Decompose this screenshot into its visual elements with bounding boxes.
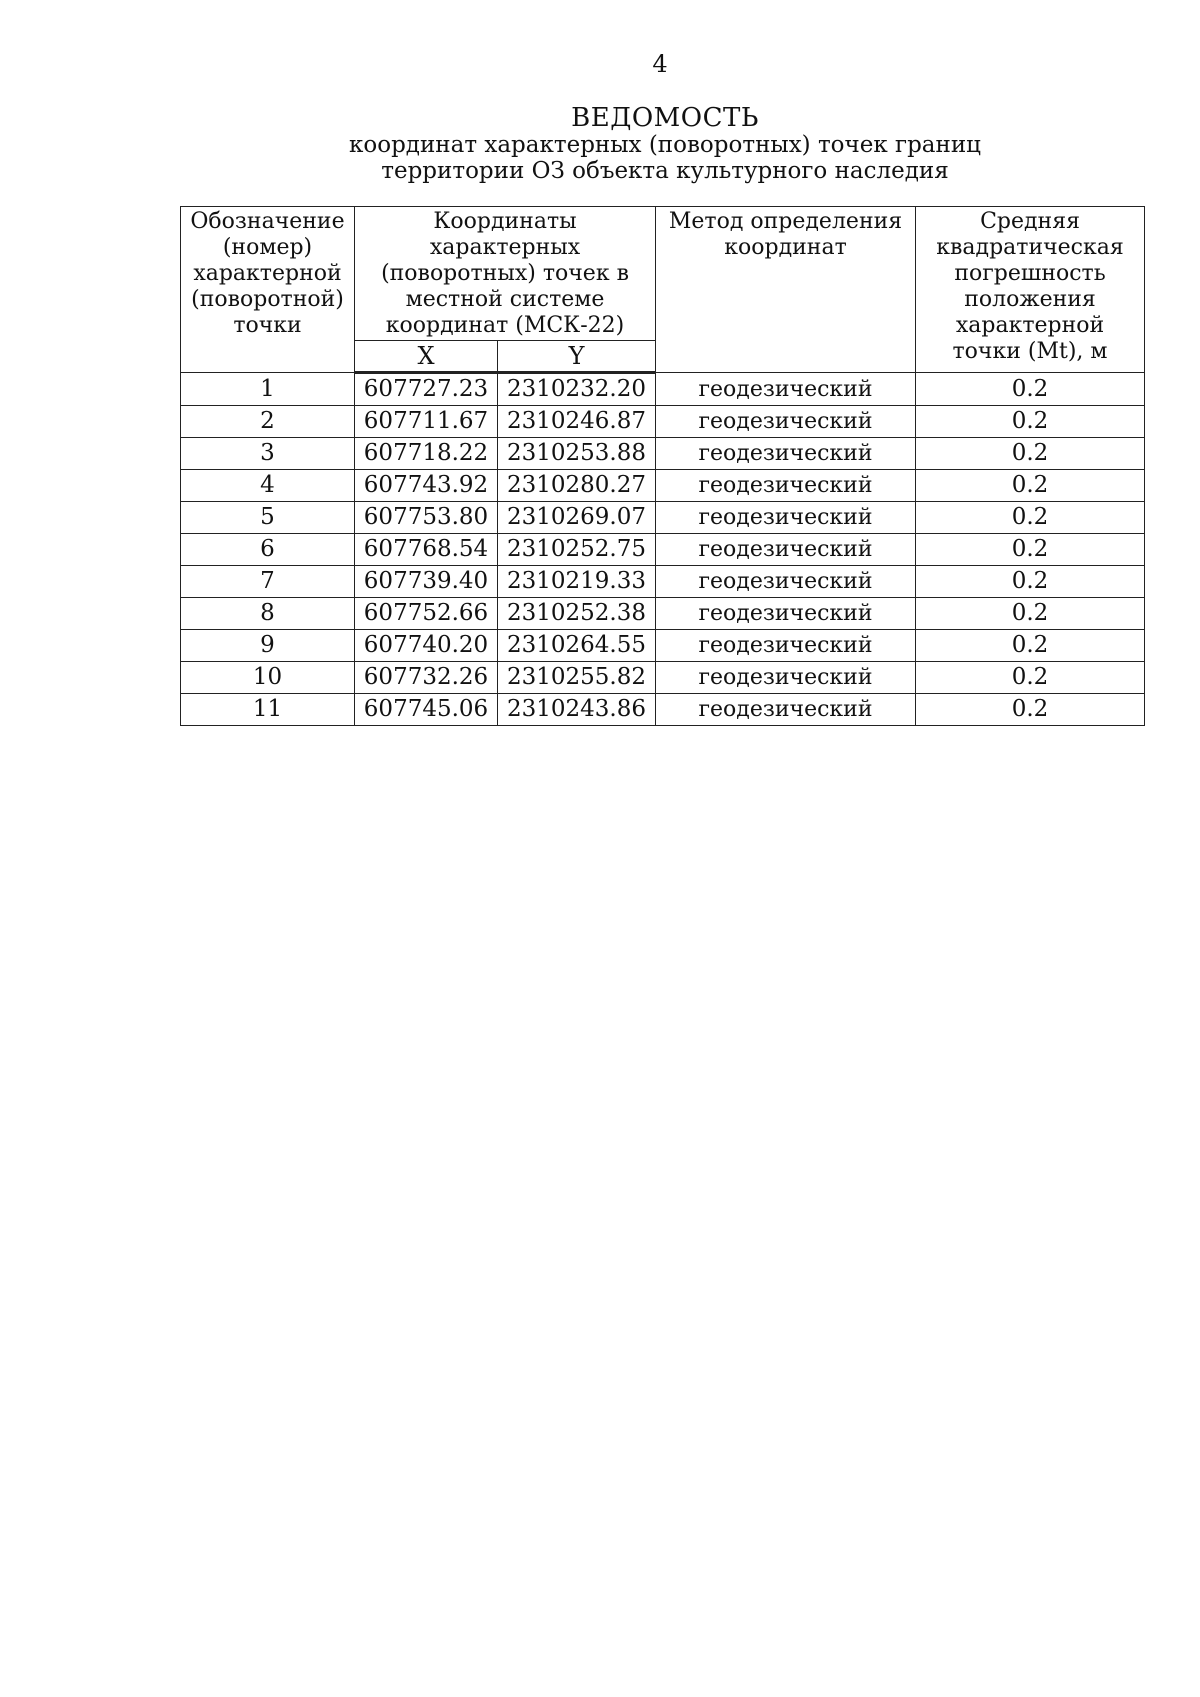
table-row bbox=[181, 662, 1145, 694]
cell-y: 2310252.75 bbox=[498, 534, 656, 566]
cell-num: 7 bbox=[181, 566, 355, 598]
cell-y: 2310243.86 bbox=[498, 694, 656, 726]
table-row bbox=[181, 438, 1145, 470]
cell-method: геодезический bbox=[656, 470, 916, 502]
cell-y: 2310280.27 bbox=[498, 470, 656, 502]
cell-method: геодезический bbox=[656, 598, 916, 630]
table-row bbox=[181, 566, 1145, 598]
document-subtitle-line1: координат характерных (поворотных) точек границ bbox=[349, 132, 981, 158]
cell-error: 0.2 bbox=[916, 438, 1145, 470]
cell-method: геодезический bbox=[656, 373, 916, 406]
cell-y: 2310269.07 bbox=[498, 502, 656, 534]
cell-x: 607711.67 bbox=[355, 406, 498, 438]
cell-x: 607743.92 bbox=[355, 470, 498, 502]
cell-y: 2310246.87 bbox=[498, 406, 656, 438]
header-method: Метод определения координат bbox=[656, 207, 916, 373]
document-subtitle-line2: территории ОЗ объекта культурного наследия bbox=[381, 158, 949, 184]
cell-x: 607739.40 bbox=[355, 566, 498, 598]
cell-x: 607718.22 bbox=[355, 438, 498, 470]
cell-num: 2 bbox=[181, 406, 355, 438]
cell-x: 607768.54 bbox=[355, 534, 498, 566]
cell-error: 0.2 bbox=[916, 534, 1145, 566]
cell-x: 607752.66 bbox=[355, 598, 498, 630]
cell-x: 607727.23 bbox=[355, 373, 498, 406]
cell-num: 8 bbox=[181, 598, 355, 630]
cell-error: 0.2 bbox=[916, 502, 1145, 534]
cell-method: геодезический bbox=[656, 694, 916, 726]
table-row bbox=[181, 406, 1145, 438]
cell-method: геодезический bbox=[656, 406, 916, 438]
table-row bbox=[181, 694, 1145, 726]
header-x: X bbox=[355, 341, 498, 373]
cell-num: 11 bbox=[181, 694, 355, 726]
cell-method: геодезический bbox=[656, 438, 916, 470]
table-row bbox=[181, 502, 1145, 534]
cell-y: 2310232.20 bbox=[498, 373, 656, 406]
header-y: Y bbox=[498, 341, 656, 373]
cell-y: 2310252.38 bbox=[498, 598, 656, 630]
cell-x: 607740.20 bbox=[355, 630, 498, 662]
cell-y: 2310264.55 bbox=[498, 630, 656, 662]
cell-error: 0.2 bbox=[916, 406, 1145, 438]
cell-num: 6 bbox=[181, 534, 355, 566]
table-row bbox=[181, 373, 1145, 406]
cell-num: 1 bbox=[181, 373, 355, 406]
table-row bbox=[181, 470, 1145, 502]
cell-error: 0.2 bbox=[916, 662, 1145, 694]
cell-x: 607745.06 bbox=[355, 694, 498, 726]
table-row bbox=[181, 630, 1145, 662]
cell-num: 4 bbox=[181, 470, 355, 502]
cell-error: 0.2 bbox=[916, 373, 1145, 406]
cell-num: 5 bbox=[181, 502, 355, 534]
cell-num: 3 bbox=[181, 438, 355, 470]
cell-error: 0.2 bbox=[916, 566, 1145, 598]
header-error: Средняя квадратическая погрешность положения характерной точки (Mt), м bbox=[916, 207, 1145, 373]
cell-method: геодезический bbox=[656, 662, 916, 694]
cell-num: 9 bbox=[181, 630, 355, 662]
cell-x: 607732.26 bbox=[355, 662, 498, 694]
cell-error: 0.2 bbox=[916, 598, 1145, 630]
cell-error: 0.2 bbox=[916, 694, 1145, 726]
header-coordinates: Координаты характерных (поворотных) точек в местной системе координат (МСК-22) bbox=[355, 207, 656, 341]
page-number: 4 bbox=[652, 50, 668, 78]
document-title: ВЕДОМОСТЬ bbox=[571, 103, 759, 133]
cell-x: 607753.80 bbox=[355, 502, 498, 534]
cell-method: геодезический bbox=[656, 502, 916, 534]
coordinates-table bbox=[180, 206, 1145, 726]
cell-method: геодезический bbox=[656, 630, 916, 662]
cell-error: 0.2 bbox=[916, 470, 1145, 502]
header-designation: Обозначение (номер) характерной (поворотной) точки bbox=[181, 207, 355, 373]
cell-method: геодезический bbox=[656, 534, 916, 566]
table-row bbox=[181, 598, 1145, 630]
cell-y: 2310253.88 bbox=[498, 438, 656, 470]
cell-y: 2310219.33 bbox=[498, 566, 656, 598]
cell-method: геодезический bbox=[656, 566, 916, 598]
cell-error: 0.2 bbox=[916, 630, 1145, 662]
cell-y: 2310255.82 bbox=[498, 662, 656, 694]
table-row bbox=[181, 534, 1145, 566]
cell-num: 10 bbox=[181, 662, 355, 694]
